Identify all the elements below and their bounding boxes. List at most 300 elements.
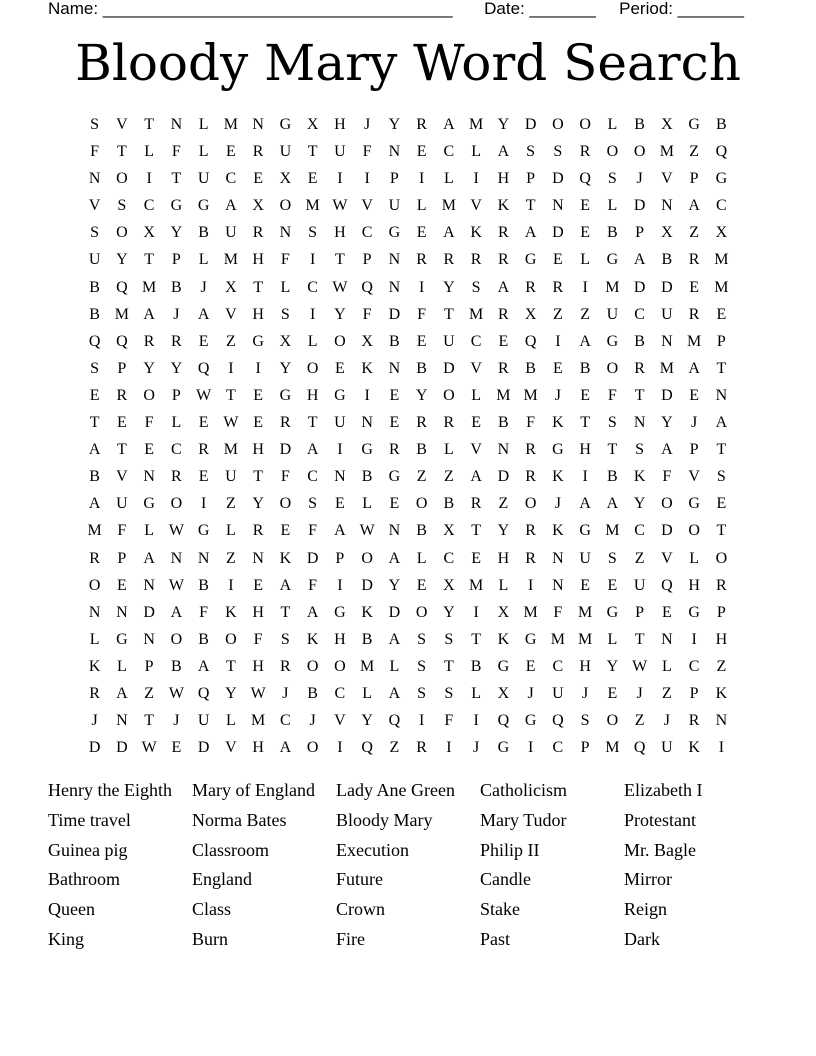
grid-letter: E (334, 359, 345, 377)
grid-letter: H (579, 441, 591, 459)
grid-letter: O (579, 116, 591, 133)
grid-letter: J (200, 278, 207, 296)
grid-letter: Q (388, 712, 401, 730)
grid-letter: D (361, 576, 373, 594)
grid-letter: H (334, 224, 346, 242)
grid-letter: B (607, 468, 618, 486)
grid-letter: E (552, 251, 563, 269)
grid-letter: N (334, 468, 346, 486)
grid-letter: W (223, 414, 239, 432)
grid-letter: I (309, 305, 316, 323)
grid-letter: O (279, 495, 292, 513)
grid-letter: A (88, 495, 101, 513)
grid-letter: E (552, 359, 563, 377)
grid-letter: M (223, 116, 238, 133)
grid-letter: I (255, 359, 261, 377)
letter-grid (81, 111, 735, 761)
grid-letter: M (441, 197, 456, 215)
grid-letter: F (553, 603, 563, 621)
grid-letter: T (144, 116, 155, 133)
grid-letter: H (688, 576, 700, 594)
grid-letter: U (661, 739, 673, 757)
grid-letter: B (634, 332, 645, 350)
grid-letter: E (716, 305, 727, 323)
word-list-item: Mirror (624, 869, 672, 890)
grid-letter: R (552, 278, 564, 296)
grid-letter: D (306, 549, 319, 567)
grid-letter: D (143, 603, 155, 621)
grid-letter: O (170, 630, 183, 648)
grid-letter: G (197, 522, 210, 540)
grid-letter: G (606, 603, 619, 621)
grid-letter: L (580, 251, 591, 269)
grid-letter: U (334, 414, 346, 432)
grid-letter: Y (334, 305, 346, 323)
grid-letter: L (198, 251, 209, 269)
grid-letter: Z (661, 684, 672, 702)
grid-letter: M (523, 603, 538, 621)
grid-letter: M (223, 251, 238, 269)
grid-letter: E (471, 549, 482, 567)
grid-letter: E (525, 657, 536, 675)
grid-letter: R (416, 116, 427, 133)
grid-letter: G (688, 603, 700, 621)
grid-letter: A (306, 441, 319, 459)
grid-letter: I (473, 712, 479, 730)
grid-letter: F (308, 522, 318, 540)
grid-letter: R (525, 278, 536, 296)
grid-letter: L (225, 522, 236, 540)
grid-letter: A (579, 332, 591, 350)
grid-letter: L (443, 441, 454, 459)
grid-letter: X (361, 332, 373, 350)
grid-letter: G (524, 630, 537, 648)
grid-letter: G (252, 332, 264, 350)
grid-letter: Q (116, 332, 128, 350)
grid-letter: O (88, 576, 101, 594)
grid-letter: M (469, 116, 484, 133)
grid-letter: C (307, 278, 318, 296)
grid-letter: E (416, 224, 427, 242)
grid-letter: A (443, 116, 455, 133)
grid-letter: S (444, 684, 454, 702)
grid-letter: D (443, 359, 455, 377)
grid-letter: J (364, 116, 371, 133)
grid-letter: K (361, 603, 373, 621)
grid-letter: D (388, 305, 401, 323)
grid-letter: M (605, 278, 620, 296)
grid-letter: A (443, 224, 455, 242)
grid-letter: P (389, 170, 399, 188)
grid-letter: J (91, 712, 98, 730)
grid-letter: R (525, 522, 536, 540)
grid-letter: P (689, 170, 699, 188)
word-list-item: Crown (336, 899, 385, 920)
grid-letter: A (388, 630, 401, 648)
grid-letter: E (716, 495, 727, 513)
grid-letter: W (632, 657, 648, 675)
grid-letter: A (524, 224, 537, 242)
grid-letter: O (361, 549, 373, 567)
grid-letter: S (90, 116, 100, 133)
grid-letter: E (253, 386, 264, 404)
grid-letter: H (252, 657, 264, 675)
grid-letter: M (578, 603, 593, 621)
grid-letter: I (582, 468, 588, 486)
grid-letter: B (198, 224, 209, 242)
grid-letter: H (252, 441, 264, 459)
grid-letter: G (606, 332, 619, 350)
grid-letter: K (88, 657, 101, 675)
grid-letter: U (116, 495, 128, 513)
grid-letter: T (607, 441, 618, 459)
grid-letter: N (388, 359, 401, 377)
grid-letter: Z (389, 739, 400, 757)
grid-letter: C (171, 441, 182, 459)
grid-letter: X (443, 522, 455, 540)
grid-letter: A (470, 468, 482, 486)
grid-letter: E (389, 414, 400, 432)
grid-letter: Z (552, 305, 563, 323)
grid-letter: R (116, 386, 128, 404)
grid-letter: M (605, 739, 620, 757)
grid-letter: J (663, 712, 670, 730)
grid-letter: U (579, 549, 591, 567)
grid-letter: T (307, 414, 318, 432)
grid-letter: I (527, 576, 534, 594)
grid-letter: D (88, 739, 101, 757)
grid-letter: T (471, 522, 482, 540)
grid-letter: Y (143, 359, 155, 377)
grid-letter: U (552, 684, 564, 702)
grid-letter: E (253, 576, 264, 594)
grid-letter: K (552, 468, 564, 486)
grid-letter: M (659, 359, 674, 377)
word-list-item: Reign (624, 899, 667, 920)
grid-letter: X (143, 224, 155, 242)
grid-letter: L (607, 116, 618, 133)
grid-letter: V (470, 441, 482, 459)
grid-letter: X (661, 224, 673, 242)
grid-letter: L (498, 576, 509, 594)
grid-letter: A (279, 739, 292, 757)
grid-letter: C (307, 468, 318, 486)
grid-letter: G (197, 197, 210, 215)
grid-letter: B (361, 630, 373, 648)
grid-letter: Y (170, 224, 183, 242)
grid-letter: O (170, 495, 183, 513)
grid-letter: M (523, 386, 538, 404)
grid-letter: G (688, 495, 700, 513)
grid-letter: M (87, 522, 102, 540)
grid-letter: E (116, 414, 127, 432)
grid-letter: U (197, 170, 210, 188)
grid-letter: O (552, 116, 564, 133)
grid-letter: D (279, 441, 292, 459)
grid-letter: T (280, 603, 291, 621)
grid-letter: P (635, 603, 645, 621)
word-list-item: Catholicism (480, 780, 567, 800)
grid-letter: V (361, 197, 373, 215)
grid-letter: K (225, 603, 237, 621)
grid-letter: P (362, 251, 372, 269)
word-list-item: Classroom (192, 839, 270, 860)
grid-letter: F (144, 414, 154, 432)
grid-letter: T (116, 441, 127, 459)
grid-letter: G (524, 251, 537, 269)
grid-letter: J (636, 170, 643, 188)
grid-letter: C (716, 197, 727, 215)
grid-letter: T (225, 386, 236, 404)
grid-letter: M (469, 576, 484, 594)
grid-letter: R (579, 143, 591, 161)
grid-letter: V (661, 170, 673, 188)
grid-letter: G (361, 441, 373, 459)
grid-letter: G (388, 224, 401, 242)
grid-letter: Z (498, 495, 509, 513)
grid-letter: K (497, 630, 510, 648)
grid-letter: L (661, 657, 672, 675)
grid-letter: I (337, 576, 343, 594)
grid-letter: Q (633, 739, 646, 757)
grid-letter: S (417, 684, 427, 702)
grid-letter: E (334, 495, 345, 513)
grid-letter: R (389, 441, 400, 459)
grid-letter: M (578, 630, 593, 648)
grid-letter: W (141, 739, 157, 757)
grid-letter: C (361, 224, 373, 242)
grid-letter: T (716, 441, 727, 459)
grid-letter: E (253, 170, 264, 188)
grid-letter: R (89, 549, 100, 567)
grid-letter: C (688, 657, 700, 675)
grid-letter: I (446, 739, 452, 757)
word-list-item: Time travel (48, 809, 131, 830)
grid-letter: I (364, 386, 370, 404)
grid-letter: L (689, 549, 700, 567)
grid-letter: X (306, 116, 319, 133)
grid-letter: I (418, 278, 425, 296)
grid-letter: N (88, 170, 101, 188)
grid-letter: O (606, 143, 619, 161)
grid-letter: P (580, 739, 590, 757)
grid-letter: I (582, 278, 588, 296)
grid-letter: A (197, 657, 210, 675)
grid-letter: W (359, 522, 375, 540)
grid-letter: K (715, 684, 728, 702)
grid-letter: P (526, 170, 536, 188)
grid-letter: O (633, 143, 646, 161)
grid-letter: A (197, 305, 210, 323)
word-list-item: Mr. Bagle (624, 839, 696, 860)
grid-letter: V (225, 305, 237, 323)
grid-letter: Y (388, 576, 401, 594)
grid-letter: Y (661, 414, 673, 432)
grid-letter: R (443, 414, 455, 432)
grid-letter: B (525, 359, 536, 377)
grid-letter: X (524, 305, 537, 323)
grid-letter: A (88, 441, 101, 459)
grid-letter: S (526, 143, 536, 161)
grid-letter: J (554, 495, 561, 513)
grid-letter: B (198, 630, 209, 648)
grid-letter: S (308, 495, 318, 513)
grid-letter: A (497, 143, 510, 161)
grid-letter: C (634, 522, 645, 540)
grid-letter: T (307, 143, 318, 161)
grid-letter: M (714, 278, 729, 296)
grid-letter: Z (634, 549, 645, 567)
grid-letter: P (635, 224, 645, 242)
grid-letter: B (89, 305, 100, 323)
grid-letter: W (168, 522, 184, 540)
grid-letter: I (309, 251, 316, 269)
grid-letter: H (334, 116, 346, 133)
grid-letter: L (607, 197, 618, 215)
grid-letter: N (715, 386, 728, 404)
grid-letter: K (688, 739, 700, 757)
grid-letter: T (443, 657, 454, 675)
grid-letter: J (527, 684, 534, 702)
grid-letter: A (688, 359, 700, 377)
grid-letter: O (415, 495, 428, 513)
grid-letter: F (444, 712, 454, 730)
grid-letter: J (582, 684, 589, 702)
grid-letter: S (553, 143, 563, 161)
grid-letter: O (715, 549, 728, 567)
grid-letter: L (443, 170, 454, 188)
grid-letter: U (388, 197, 401, 215)
grid-letter: R (280, 414, 291, 432)
grid-letter: E (416, 143, 427, 161)
grid-letter: G (688, 116, 700, 133)
grid-letter: B (198, 576, 209, 594)
grid-letter: P (716, 603, 726, 621)
grid-letter: L (280, 278, 291, 296)
word-list-item: Henry the Eighth (48, 780, 172, 800)
name-blank: _____________________________________ (102, 0, 453, 18)
grid-letter: C (334, 684, 346, 702)
grid-letter: F (199, 603, 209, 621)
grid-letter: S (607, 170, 617, 188)
grid-letter: R (89, 684, 100, 702)
grid-letter: I (337, 739, 343, 757)
grid-letter: B (416, 441, 427, 459)
grid-letter: S (90, 224, 100, 242)
grid-letter: R (280, 657, 291, 675)
grid-letter: D (633, 278, 646, 296)
grid-letter: E (416, 576, 427, 594)
grid-letter: M (360, 657, 375, 675)
grid-letter: S (635, 441, 645, 459)
grid-letter: R (498, 224, 509, 242)
grid-letter: F (362, 143, 372, 161)
grid-letter: D (524, 116, 537, 133)
grid-letter: N (252, 116, 264, 133)
grid-letter: R (198, 441, 209, 459)
grid-letter: L (225, 712, 236, 730)
grid-letter: L (389, 657, 400, 675)
grid-letter: U (225, 224, 237, 242)
grid-letter: L (144, 522, 155, 540)
grid-letter: L (416, 549, 427, 567)
grid-letter: G (524, 712, 537, 730)
grid-letter: O (688, 522, 700, 540)
grid-letter: J (173, 305, 180, 323)
grid-letter: N (361, 414, 373, 432)
grid-letter: E (661, 603, 672, 621)
word-list-item: Past (480, 928, 511, 949)
grid-letter: E (198, 468, 209, 486)
grid-letter: N (661, 630, 673, 648)
grid-letter: Z (225, 549, 236, 567)
grid-letter: T (253, 468, 264, 486)
grid-letter: D (552, 170, 564, 188)
grid-letter: I (337, 170, 343, 188)
grid-letter: E (307, 170, 318, 188)
grid-letter: I (718, 739, 725, 757)
grid-letter: E (253, 414, 264, 432)
grid-letter: S (308, 224, 318, 242)
grid-letter: G (279, 386, 292, 404)
grid-letter: X (661, 116, 673, 133)
grid-letter: R (634, 359, 645, 377)
grid-letter: B (498, 414, 509, 432)
grid-letter: K (306, 630, 319, 648)
grid-letter: R (525, 441, 536, 459)
grid-letter: Q (361, 739, 373, 757)
word-list-item: Lady Ane Green (336, 780, 455, 800)
grid-letter: U (606, 305, 619, 323)
grid-letter: W (332, 197, 348, 215)
grid-letter: N (116, 603, 128, 621)
grid-letter: A (579, 495, 591, 513)
grid-letter: N (143, 630, 155, 648)
grid-letter: I (473, 170, 479, 188)
grid-letter: S (417, 657, 427, 675)
word-list-item: Queen (48, 899, 95, 920)
grid-letter: O (306, 359, 319, 377)
grid-letter: A (661, 441, 673, 459)
grid-letter: Q (497, 712, 510, 730)
grid-letter: M (223, 441, 238, 459)
grid-letter: I (418, 712, 425, 730)
grid-letter: O (334, 657, 346, 675)
grid-letter: J (636, 684, 643, 702)
grid-letter: L (416, 197, 427, 215)
grid-letter: C (552, 657, 564, 675)
grid-letter: N (279, 224, 292, 242)
grid-letter: Z (225, 332, 236, 350)
grid-letter: B (607, 224, 618, 242)
date-label: Date: (484, 0, 525, 18)
grid-letter: N (388, 522, 401, 540)
grid-letter: M (305, 197, 320, 215)
word-list-item: Protestant (624, 809, 696, 830)
grid-letter: Y (443, 278, 455, 296)
grid-letter: I (691, 630, 697, 648)
grid-letter: B (307, 684, 318, 702)
grid-letter: I (337, 441, 343, 459)
grid-letter: N (552, 197, 564, 215)
grid-letter: O (116, 224, 128, 242)
period-label: Period: (619, 0, 674, 18)
grid-letter: N (170, 116, 183, 133)
grid-letter: P (716, 332, 726, 350)
grid-letter: O (606, 712, 619, 730)
grid-letter: I (364, 170, 370, 188)
grid-letter: R (498, 305, 509, 323)
